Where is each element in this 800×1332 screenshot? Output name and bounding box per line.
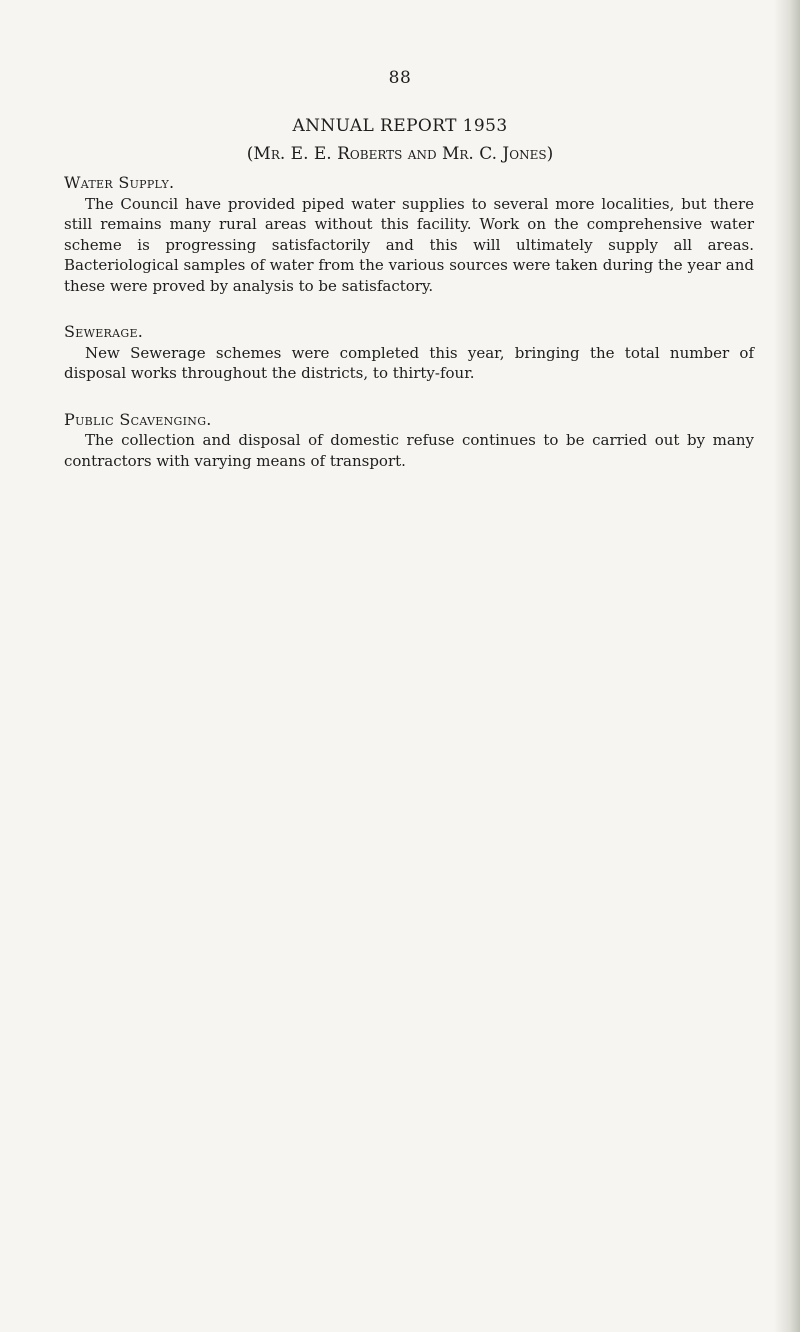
section-paragraph: The collection and disposal of domestic refuse continues to be carried out by many contractors with varying means of transport. [64, 431, 754, 470]
report-body [64, 173, 754, 497]
section-public-scavenging [64, 410, 754, 472]
section-heading: Water Supply. [64, 173, 175, 192]
section-water-supply [64, 173, 754, 296]
page-edge-shadow [774, 0, 800, 1332]
section-heading: Sewerage. [64, 322, 144, 341]
report-authors: (Mr. E. E. Roberts and Mr. C. Jones) [246, 144, 554, 164]
report-title: ANNUAL REPORT 1953 [292, 116, 508, 136]
section-paragraph: The Council have provided piped water supplies to several more localities, but there still remains many rural areas without this facility. Work on the comprehensive water scheme is progressing satisfactorily and this will ultimately supply all areas. Bacteriological samples of water from the various sources were taken during the year and these were proved by analysis to be satisfactory. [64, 194, 754, 295]
section-paragraph: New Sewerage schemes were completed this year, bringing the total number of disposal works throughout the districts, to thirty-four. [64, 343, 754, 382]
page-number: 88 [388, 68, 412, 88]
section-sewerage [64, 322, 754, 384]
section-heading: Public Scavenging. [64, 409, 212, 429]
